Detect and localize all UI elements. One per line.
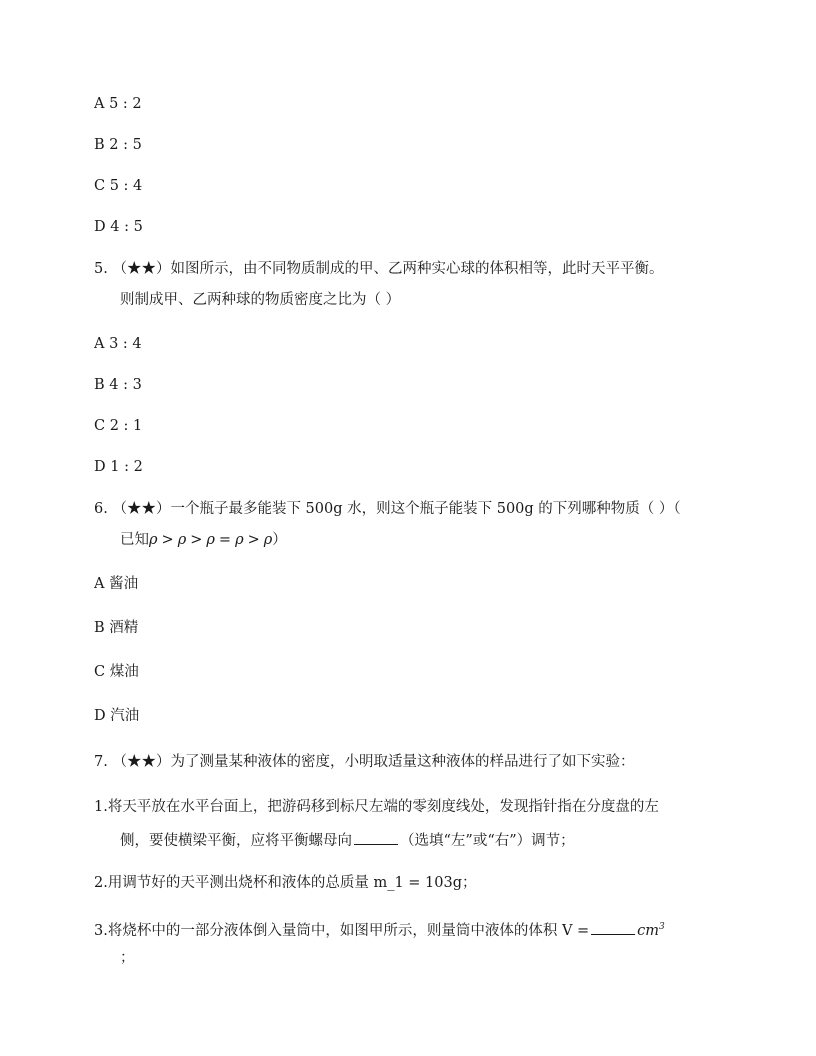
q6-option-a: A 酱油 bbox=[94, 576, 139, 592]
q5-option-a: A 3 : 4 bbox=[94, 336, 142, 352]
option-c: C 5 : 4 bbox=[94, 178, 143, 194]
q6-given-prefix: 已知 bbox=[120, 532, 149, 548]
option-d: D 4 : 5 bbox=[94, 219, 143, 235]
q5-stem-line2: 则制成甲、乙两种球的物质密度之比为（ ） bbox=[120, 292, 401, 308]
q6-density-relation: ρ > ρ > ρ = ρ > ρ bbox=[149, 532, 273, 548]
q6-option-d: D 汽油 bbox=[94, 708, 140, 724]
q6-stem-line2 bbox=[120, 530, 287, 550]
q5-option-c: C 2 : 1 bbox=[94, 418, 143, 434]
unit-cm3: $cm^3$ bbox=[637, 922, 665, 939]
q6-option-c: C 煤油 bbox=[94, 664, 139, 680]
q7-step3-end: ； bbox=[120, 950, 135, 966]
q7-stem: 7. （★★）为了测量某种液体的密度，小明取适量这种液体的样品进行了如下实验： bbox=[94, 754, 635, 770]
q7-step2: 2.用调节好的天平测出烧杯和液体的总质量 m_1 = 103g； bbox=[94, 875, 477, 891]
q7-step3: 3.将烧杯中的一部分液体倒入量筒中，如图甲所示，则量筒中液体的体积 $V = cm^3$ bbox=[94, 917, 665, 941]
option-a: A 5 : 2 bbox=[94, 96, 142, 112]
q6-stem-line1: 6. （★★）一个瓶子最多能装下 500g 水，则这个瓶子能装下 500g 的下列哪种物质（ ）（ bbox=[94, 501, 681, 517]
q5-stem-line1: 5. （★★）如图所示，由不同物质制成的甲、乙两种实心球的体积相等，此时天平平衡。 bbox=[94, 261, 664, 277]
q7-step1-line2: 侧，要使横梁平衡，应将平衡螺母向 （选填“左”或“右”）调节； bbox=[120, 830, 575, 851]
q6-given-suffix: ） bbox=[272, 532, 287, 548]
q6-option-b: B 酒精 bbox=[94, 620, 139, 636]
option-b: B 2 : 5 bbox=[94, 137, 142, 153]
answer-blank bbox=[354, 830, 398, 845]
answer-blank bbox=[591, 920, 635, 935]
q7-step1-line1: 1.将天平放在水平台面上，把游码移到标尺左端的零刻度线处，发现指针指在分度盘的左 bbox=[94, 799, 659, 815]
q5-option-b: B 4 : 3 bbox=[94, 377, 142, 393]
q5-option-d: D 1 : 2 bbox=[94, 459, 143, 475]
